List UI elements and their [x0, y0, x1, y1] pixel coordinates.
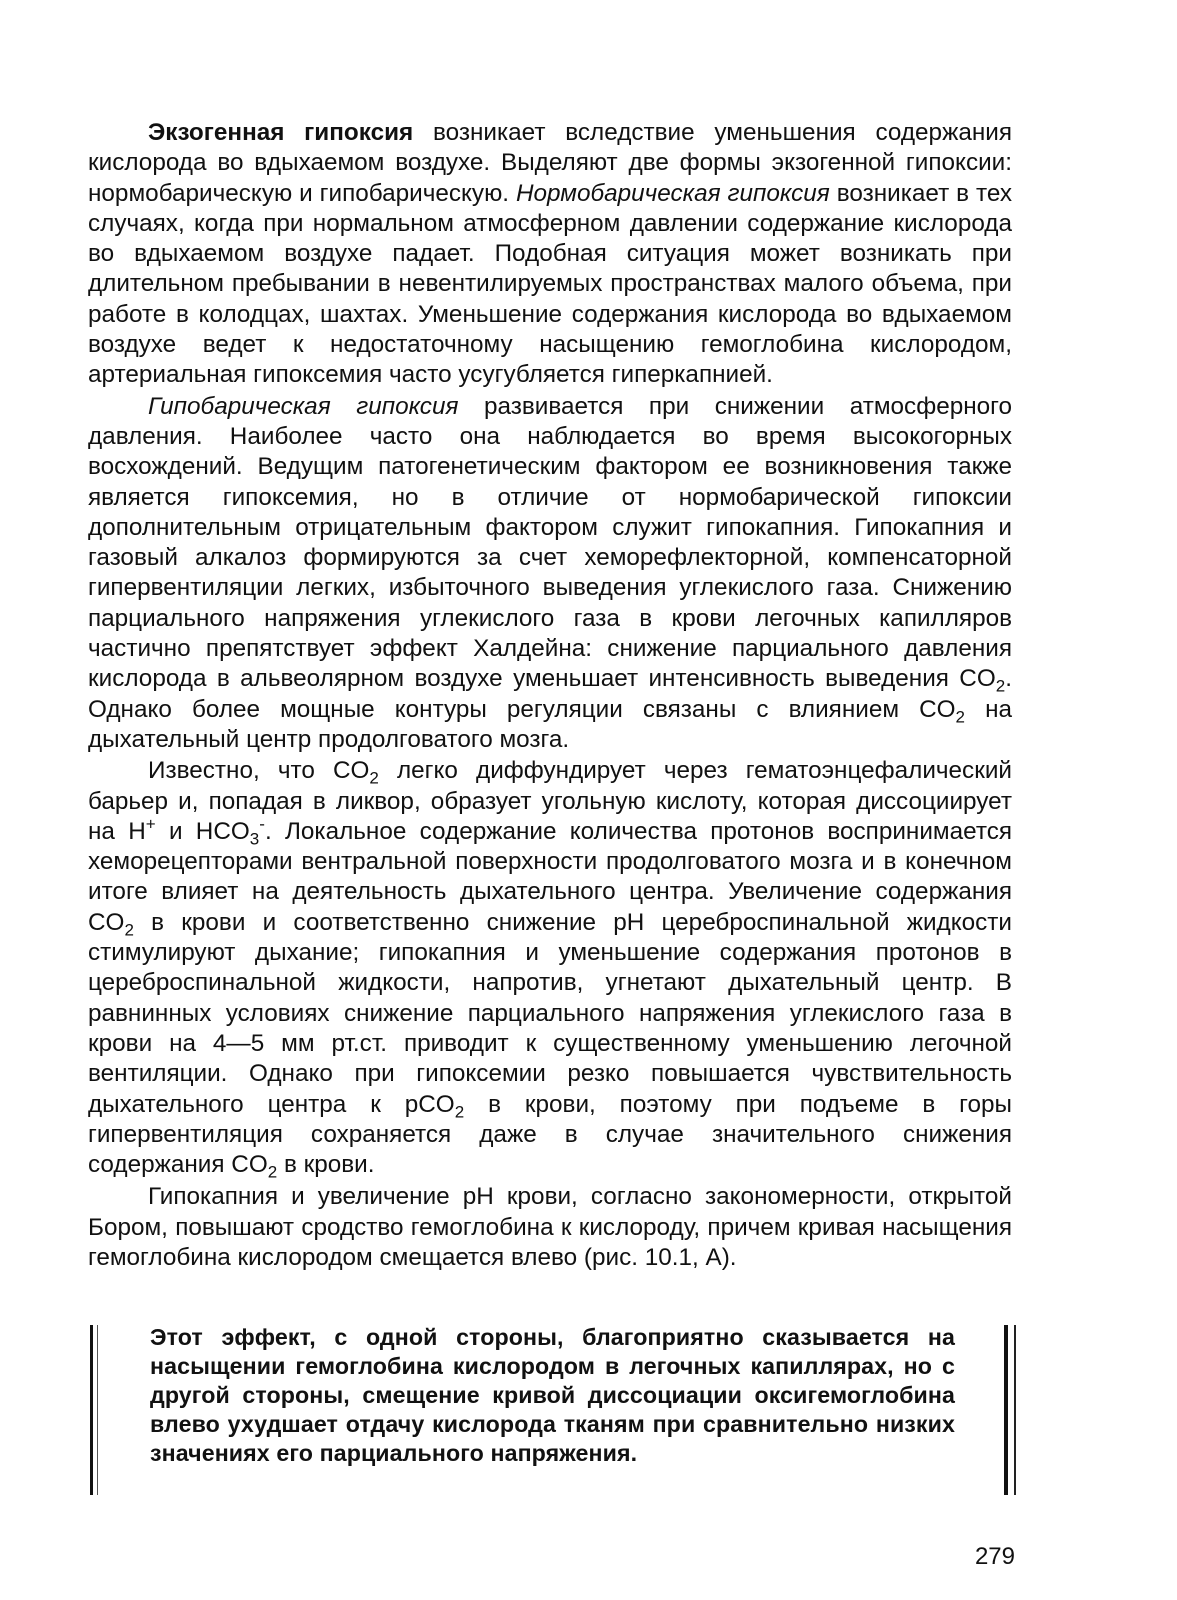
- highlight-note: [90, 1323, 1016, 1495]
- text-span: и HCO: [155, 817, 250, 845]
- text-span: развивается при снижении атмосферного давления. Наиболее часто она наблюдается во время высокогорных восхождений. Ведущим патогенетическим фактором ее возникновения также является гипоксемия, но в отличие от нормобарической гипоксии дополнительным отрицательным фактором служит гипокапния. Гипокапния и газовый алкалоз формируются за счет хеморефлекторной, компенсаторной гипервентиляции легких, избыточного выведения углекислого газа. Снижению парциального напряжения углекислого газа в крови легочных капилляров частично препятствует эффект Халдейна: снижение парциального давления кислорода в альвеолярном воздухе уменьшает интенсивность выведения CO: [88, 392, 1012, 693]
- note-left-rule: [90, 1325, 93, 1495]
- term-normobaric-hypoxia: Нормобарическая гипоксия: [516, 179, 830, 207]
- text-span: легко диффундирует через гематоэнцефалический барьер и, попадая в ликвор, образует угольную кислоту, которая диссоциирует на H: [88, 757, 1012, 845]
- text-span: на дыхательный центр продолговатого мозга.: [88, 695, 1013, 753]
- subscript: 2: [995, 676, 1006, 696]
- paragraph-co2-regulation: [88, 756, 1012, 1180]
- note-right-rule-thin: [1014, 1325, 1016, 1495]
- body-text: [88, 118, 1012, 1273]
- subscript: 2: [124, 920, 134, 940]
- term-hypobaric-hypoxia: Гипобарическая гипоксия: [148, 392, 459, 420]
- paragraph-exogenous-hypoxia: [88, 118, 1012, 391]
- text-span: возникает в тех случаях, когда при нормальном атмосферном давлении содержание кислорода во вдыхаемом воздухе падает. Подобная ситуация может возникать при длительном пребывании в невентилируемых пространствах малого объема, при работе в колодцах, шахтах. Уменьшение содержания кислорода во вдыхаемом воздухе ведет к недостаточному насыщению гемоглобина кислородом, артериальная гипоксемия часто усугубляется гиперкапнией.: [88, 179, 1012, 389]
- superscript: -: [259, 814, 265, 834]
- text-span: . Локальное содержание количества протонов воспринимается хеморецепторами вентральной поверхности продолговатого мозга и в конечном итоге влияет на деятельность дыхательного центра. Увеличение содержания CO: [88, 817, 1012, 936]
- term-exogenous-hypoxia: Экзогенная гипоксия: [148, 119, 414, 146]
- subscript: 2: [454, 1101, 465, 1121]
- text-span: в крови и соответственно снижение pH цереброспинальной жидкости стимулируют дыхание; гипокапния и уменьшение содержания протонов в цереброспинальной жидкости, напротив, угнетают дыхательный центр. В равнинных условиях снижение парциального напряжения углекислого газа в крови на 4—5 мм рт.ст. приводит к существенному уменьшению легочной вентиляции. Однако при гипоксемии резко повышается чувствительность дыхательного центра к pCO: [88, 908, 1012, 1118]
- note-right-rule: [1004, 1325, 1008, 1495]
- text-span: Известно, что CO: [148, 757, 370, 785]
- superscript: +: [145, 814, 156, 834]
- subscript: 2: [955, 707, 966, 727]
- page-number: 279: [974, 1543, 1015, 1570]
- text-span: в крови.: [277, 1151, 375, 1179]
- text-span: возникает вследствие уменьшения содержания кислорода во вдыхаемом воздухе. Выделяют две формы экзогенной гипоксии: нормобарическую и гипобарическую.: [88, 119, 1012, 207]
- subscript: 2: [369, 768, 379, 788]
- paragraph-bohr-effect: Гипокапния и увеличение pH крови, согласно закономерности, открытой Бором, повышают сродство гемоглобина к кислороду, причем кривая насыщения гемоглобина кислородом смещается влево (рис. 10.1, А).: [88, 1183, 1012, 1271]
- subscript: 3: [249, 829, 260, 849]
- note-left-rule-thin: [97, 1325, 98, 1495]
- text-span: в крови, поэтому при подъеме в горы гипервентиляция сохраняется даже в случае значительного снижения содержания CO: [88, 1090, 1012, 1179]
- subscript: 2: [267, 1162, 278, 1182]
- paragraph-hypobaric-hypoxia: [88, 392, 1012, 756]
- note-text: Этот эффект, с одной стороны, благоприятно сказывается на насыщении гемоглобина кислородом в легочных капиллярах, но с другой стороны, смещение кривой диссоциации оксигемоглобина влево ухудшает отдачу кислорода тканям при сравнительно низких значениях его парциального напряжения.: [150, 1324, 955, 1466]
- text-span: . Однако более мощные контуры регуляции связаны с влиянием CO: [88, 665, 1012, 723]
